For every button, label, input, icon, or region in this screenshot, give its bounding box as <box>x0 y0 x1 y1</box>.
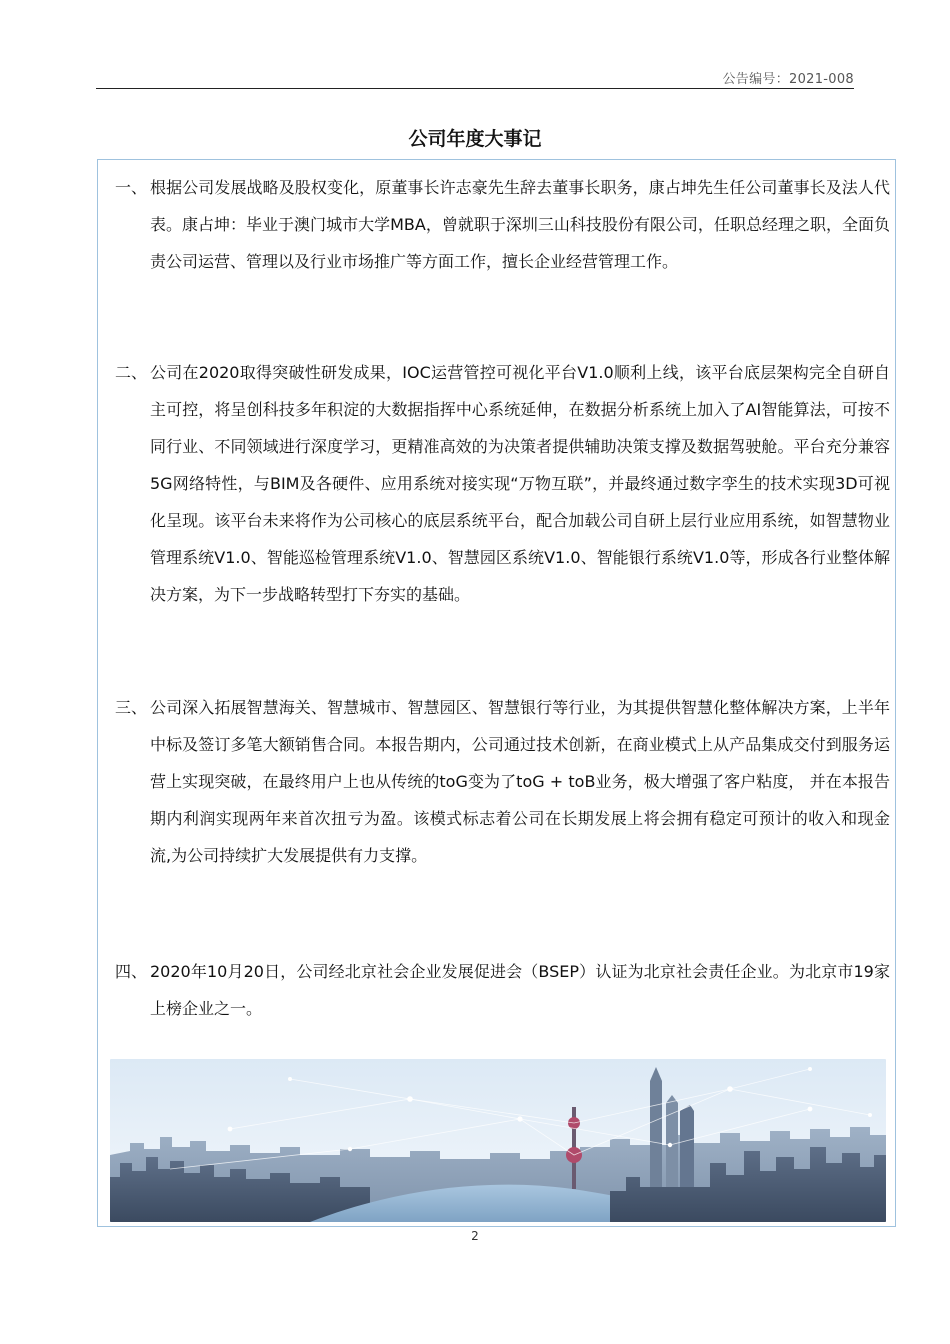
section-1-text: 根据公司发展战略及股权变化，原董事长许志豪先生辞去董事长职务，康占坤先生任公司董事长及法人代表。康占坤：毕业于澳门城市大学MBA，曾就职于深圳三山科技股份有限公司，任职总经理之职，全面负责公司运营、管理以及行业市场推广等方面工作，擅长企业经营管理工作。 <box>150 178 890 271</box>
tall-tower-1 <box>650 1067 662 1189</box>
page-number: 2 <box>471 1229 479 1243</box>
header-rule <box>96 88 854 89</box>
section-2-text: 公司在2020取得突破性研发成果，IOC运营管控可视化平台V1.0顺利上线，该平台底层架构完全自研自主可控，将呈创科技多年积淀的大数据指挥中心系统延伸，在数据分析系统上加入了AI智能算法，可按不同行业、不同领域进行深度学习，更精准高效的为决策者提供辅助决策支撑及数据驾驶舱。平台充分兼容5G网络特性，与BIM及各硬件、应用系统对接实现“万物互联”，并最终通过数字孪生的技术实现3D可视化呈现。该平台未来将作为公司核心的底层系统平台，配合加载公司自研上层行业应用系统，如智慧物业管理系统V1.0、智能巡检管理系统V1.0、智慧园区系统V1.0、智能银行系统V1.0等，形成各行业整体解决方案，为下一步战略转型打下夯实的基础。 <box>150 363 890 604</box>
announcement-number: 公告编号：2021-008 <box>722 72 854 87</box>
section-3 <box>115 689 890 874</box>
page-title: 公司年度大事记 <box>408 128 542 150</box>
section-4-number: 四、 <box>115 962 148 981</box>
section-3-text: 公司深入拓展智慧海关、智慧城市、智慧园区、智慧银行等行业，为其提供智慧化整体解决方案，上半年中标及签订多笔大额销售合同。本报告期内，公司通过技术创新，在商业模式上从产品集成交付到服务运营上实现突破，在最终用户上也从传统的toG变为了toG + toB业务，极大增强了客户粘度， 并在本报告期内利润实现两年来首次扭亏为盈。该模式标志着公司在长期发展上将会拥有稳定可预计的收入和现金流,为公司持续扩大发展提供有力支撑。 <box>150 698 890 865</box>
section-2 <box>115 354 890 613</box>
section-1 <box>115 169 890 280</box>
tall-tower-3 <box>680 1105 694 1189</box>
city-skyline-image <box>110 1059 886 1222</box>
section-4 <box>115 953 890 1027</box>
tall-tower-2 <box>666 1095 678 1189</box>
city-skyline-illustration <box>110 1059 886 1222</box>
section-4-text: 2020年10月20日，公司经北京社会企业发展促进会（BSEP）认证为北京社会责任企业。为北京市19家上榜企业之一。 <box>150 962 890 1018</box>
section-3-number: 三、 <box>115 698 148 717</box>
section-1-number: 一、 <box>115 178 148 197</box>
section-2-number: 二、 <box>115 363 148 382</box>
